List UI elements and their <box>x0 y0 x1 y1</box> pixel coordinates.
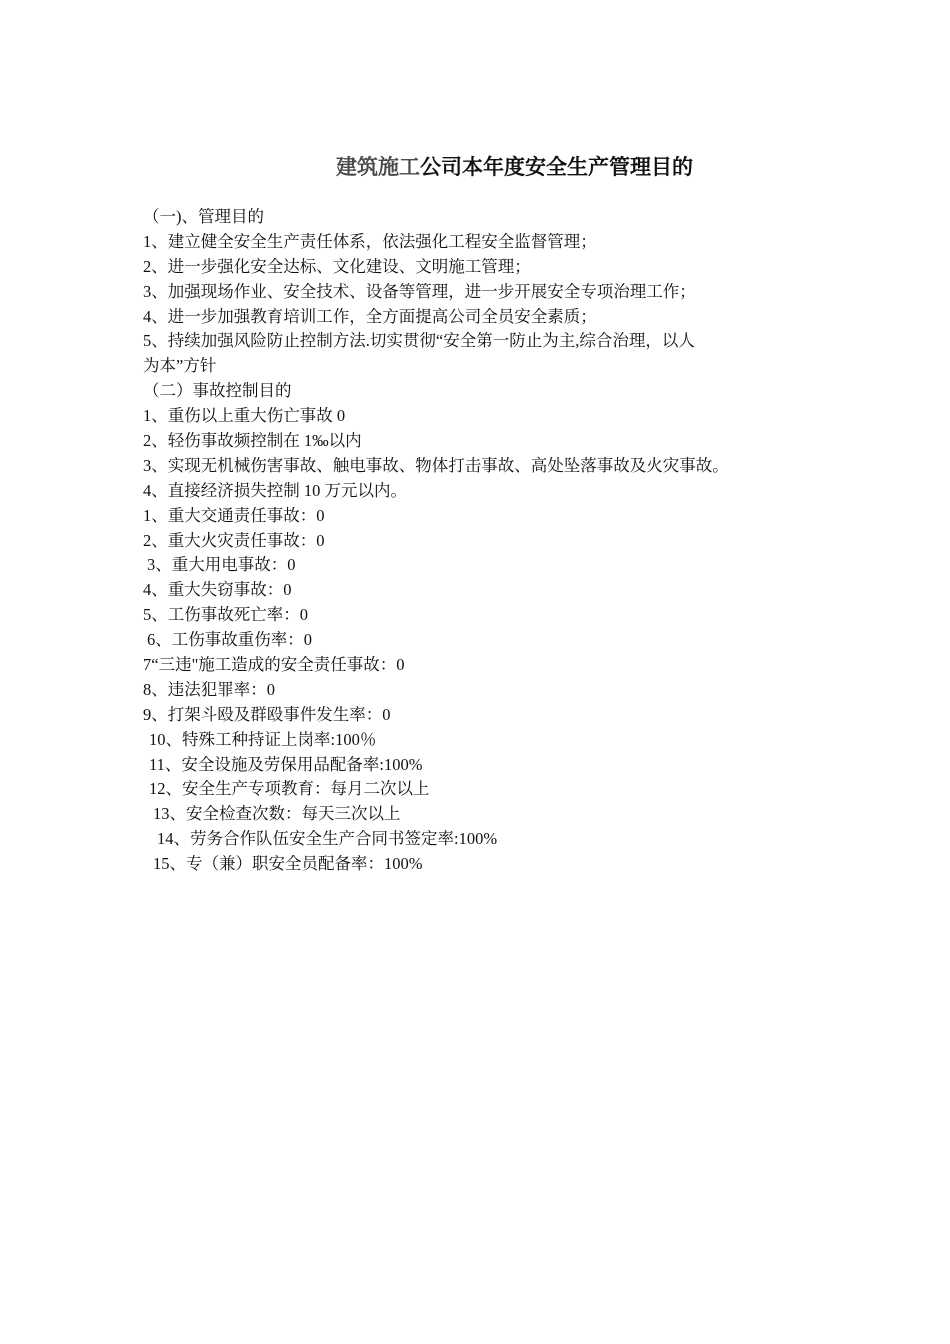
management-item: 3、加强现场作业、安全技术、设备等管理，进一步开展安全专项治理工作； <box>143 281 696 301</box>
target-item: 2、重大火灾责任事故：0 <box>143 530 325 550</box>
management-item: 5、持续加强风险防止控制方法.切实贯彻“安全第一防止为主,综合治理，以人 <box>143 331 695 351</box>
target-item: 8、违法犯罪率：0 <box>143 679 275 699</box>
document-body <box>143 205 823 877</box>
target-item: 15、专（兼）职安全员配备率：100% <box>153 854 423 874</box>
document-title <box>336 151 856 183</box>
target-item: 14、劳务合作队伍安全生产合同书签定率:100% <box>157 829 498 849</box>
target-item: 3、重大用电事故：0 <box>147 555 296 575</box>
accident-control-item: 3、实现无机械伤害事故、触电事故、物体打击事故、高处坠落事故及火灾事故。 <box>143 455 729 475</box>
accident-control-item: 1、重伤以上重大伤亡事故 0 <box>143 406 346 426</box>
management-item: 4、进一步加强教育培训工作，全方面提高公司全员安全素质； <box>143 306 597 326</box>
target-item: 9、打架斗殴及群殴事件发生率：0 <box>143 704 391 724</box>
title-main: 公司本年度安全生产管理目的 <box>420 155 693 179</box>
target-item: 12、安全生产专项教育：每月二次以上 <box>149 779 430 799</box>
target-item: 6、工伤事故重伤率：0 <box>147 630 312 650</box>
management-item: 1、建立健全安全生产责任体系，依法强化工程安全监督管理； <box>143 231 597 251</box>
section-heading-accident-control: （二）事故控制目的 <box>143 381 292 401</box>
target-item: 10、特殊工种持证上岗率:100％ <box>149 729 377 749</box>
management-item: 2、进一步强化安全达标、文化建设、文明施工管理； <box>143 256 531 276</box>
target-item: 1、重大交通责任事故：0 <box>143 505 325 525</box>
target-item: 7“三违"施工造成的安全责任事故：0 <box>143 655 405 675</box>
target-item: 5、工伤事故死亡率：0 <box>143 605 308 625</box>
management-item-continuation: 为本”方针 <box>143 356 217 376</box>
section-heading-management: （一)、管理目的 <box>143 207 264 226</box>
target-item: 11、安全设施及劳保用品配备率:100% <box>149 754 423 774</box>
target-item: 4、重大失窃事故：0 <box>143 580 292 600</box>
accident-control-item: 2、轻伤事故频控制在 1‰以内 <box>143 431 362 451</box>
accident-control-item: 4、直接经济损失控制 10 万元以内。 <box>143 480 407 500</box>
target-item: 13、安全检查次数：每天三次以上 <box>153 804 401 824</box>
title-prefix: 建筑施工 <box>336 155 420 179</box>
